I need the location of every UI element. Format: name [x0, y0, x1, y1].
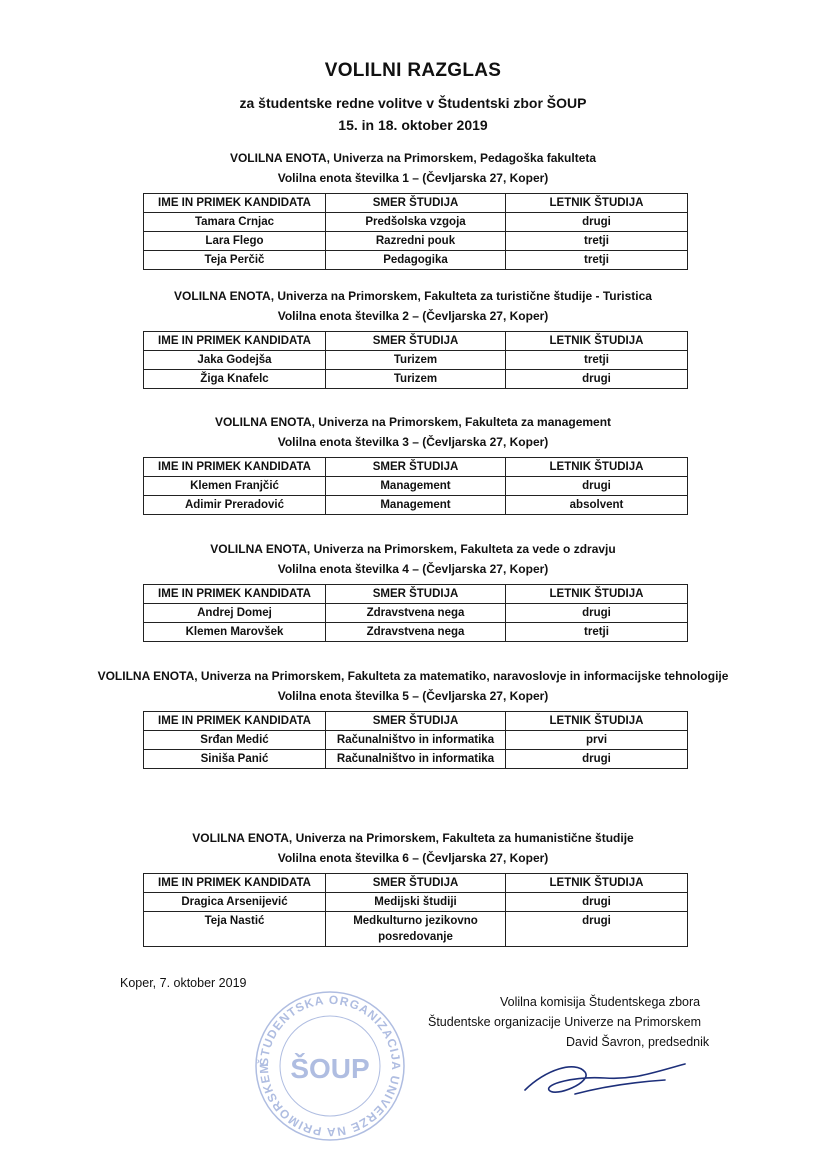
- candidate-year: absolvent: [506, 496, 688, 515]
- candidate-program: Zdravstvena nega: [326, 604, 506, 623]
- header-program: SMER ŠTUDIJA: [326, 332, 506, 351]
- candidate-program: Pedagogika: [326, 251, 506, 270]
- header-name: IME IN PRIMEK KANDIDATA: [144, 874, 326, 893]
- candidates-table: [143, 873, 688, 947]
- table-row: [144, 604, 688, 623]
- table-header-row: [144, 194, 688, 213]
- candidate-name: Srđan Medić: [144, 731, 326, 750]
- election-unit-2: [0, 286, 826, 389]
- table-row: [144, 893, 688, 912]
- candidate-name: Adimir Preradović: [144, 496, 326, 515]
- unit-line: VOLILNA ENOTA, Univerza na Primorskem, Fakulteta za matematiko, naravoslovje in informacijske tehnologije: [97, 669, 729, 683]
- table-row: [144, 213, 688, 232]
- election-unit-5: [0, 666, 826, 769]
- election-dates: 15. in 18. oktober 2019: [338, 117, 488, 133]
- header-year: LETNIK ŠTUDIJA: [506, 458, 688, 477]
- header-year: LETNIK ŠTUDIJA: [506, 712, 688, 731]
- candidate-program: Management: [326, 477, 506, 496]
- signatory-name: David Šavron, predsednik: [566, 1035, 710, 1049]
- candidate-program: Management: [326, 496, 506, 515]
- table-row: [144, 750, 688, 769]
- candidate-year: drugi: [506, 893, 688, 912]
- unit-line: VOLILNA ENOTA, Univerza na Primorskem, Fakulteta za management: [214, 415, 612, 429]
- candidate-program: Medkulturno jezikovno posredovanje: [326, 912, 506, 947]
- unit-number-line: Volilna enota številka 1 – (Čevljarska 27, Koper): [277, 171, 549, 185]
- header-program: SMER ŠTUDIJA: [326, 874, 506, 893]
- header-name: IME IN PRIMEK KANDIDATA: [144, 332, 326, 351]
- candidate-year: tretji: [506, 251, 688, 270]
- candidate-program: Turizem: [326, 351, 506, 370]
- table-header-row: [144, 458, 688, 477]
- candidate-year: prvi: [506, 731, 688, 750]
- header-year: LETNIK ŠTUDIJA: [506, 874, 688, 893]
- candidate-year: drugi: [506, 213, 688, 232]
- place-and-date: Koper, 7. oktober 2019: [120, 976, 247, 990]
- seal-ring-text: ŠTUDENTSKA ORGANIZACIJA UNIVERZE NA PRIMORSKEM: [256, 992, 404, 1140]
- candidate-program: Turizem: [326, 370, 506, 389]
- document-subtitle: za študentske redne volitve v Študentski zbor ŠOUP: [239, 95, 587, 111]
- document-title: VOLILNI RAZGLAS: [324, 60, 502, 81]
- candidate-name: Klemen Franjčić: [144, 477, 326, 496]
- table-row: [144, 251, 688, 270]
- candidate-name: Dragica Arsenijević: [144, 893, 326, 912]
- seal-icon: [250, 986, 410, 1146]
- candidate-year: drugi: [506, 604, 688, 623]
- header-name: IME IN PRIMEK KANDIDATA: [144, 194, 326, 213]
- candidates-table: [143, 711, 688, 769]
- header-name: IME IN PRIMEK KANDIDATA: [144, 585, 326, 604]
- commission-line-2: Študentske organizacije Univerze na Primorskem: [428, 1015, 702, 1029]
- header-year: LETNIK ŠTUDIJA: [506, 332, 688, 351]
- candidate-name: Klemen Marovšek: [144, 623, 326, 642]
- header-program: SMER ŠTUDIJA: [326, 194, 506, 213]
- election-unit-4: [0, 539, 826, 642]
- seal-logo-text: ŠOUP: [290, 1053, 370, 1084]
- candidate-year: drugi: [506, 370, 688, 389]
- signature-icon: [515, 1050, 715, 1110]
- candidate-name: Žiga Knafelc: [144, 370, 326, 389]
- table-row: [144, 477, 688, 496]
- table-row: [144, 351, 688, 370]
- candidate-year: drugi: [506, 477, 688, 496]
- unit-line: VOLILNA ENOTA, Univerza na Primorskem, Fakulteta za vede o zdravju: [210, 542, 616, 556]
- candidate-year: tretji: [506, 232, 688, 251]
- unit-number-line: Volilna enota številka 4 – (Čevljarska 27, Koper): [277, 562, 549, 576]
- table-row: [144, 496, 688, 515]
- table-header-row: [144, 712, 688, 731]
- candidate-name: Tamara Crnjac: [144, 213, 326, 232]
- candidate-name: Andrej Domej: [144, 604, 326, 623]
- candidates-table: [143, 331, 688, 389]
- commission-line-1: Volilna komisija Študentskega zbora: [500, 995, 701, 1009]
- candidates-table: [143, 584, 688, 642]
- header-year: LETNIK ŠTUDIJA: [506, 194, 688, 213]
- table-header-row: [144, 585, 688, 604]
- header-name: IME IN PRIMEK KANDIDATA: [144, 712, 326, 731]
- election-unit-3: [0, 412, 826, 515]
- election-unit-6: [0, 828, 826, 947]
- unit-line: VOLILNA ENOTA, Univerza na Primorskem, Fakulteta za humanistične študije: [192, 831, 634, 845]
- candidate-program: Predšolska vzgoja: [326, 213, 506, 232]
- candidate-year: drugi: [506, 912, 688, 947]
- candidates-table: [143, 193, 688, 270]
- header-program: SMER ŠTUDIJA: [326, 585, 506, 604]
- candidate-year: drugi: [506, 750, 688, 769]
- table-row: [144, 232, 688, 251]
- table-row: [144, 912, 688, 947]
- commission-block: [428, 992, 728, 1052]
- table-header-row: [144, 874, 688, 893]
- unit-line: VOLILNA ENOTA, Univerza na Primorskem, Pedagoška fakulteta: [229, 151, 597, 165]
- stamp-seal: [250, 986, 410, 1146]
- candidate-year: tretji: [506, 351, 688, 370]
- header-program: SMER ŠTUDIJA: [326, 712, 506, 731]
- unit-number-line: Volilna enota številka 2 – (Čevljarska 27, Koper): [277, 309, 549, 323]
- unit-number-line: Volilna enota številka 5 – (Čevljarska 27, Koper): [277, 689, 549, 703]
- election-unit-1: [0, 148, 826, 270]
- candidate-program: Računalništvo in informatika: [326, 731, 506, 750]
- candidate-name: Teja Nastić: [144, 912, 326, 947]
- handwritten-signature: [515, 1050, 715, 1110]
- unit-number-line: Volilna enota številka 6 – (Čevljarska 27, Koper): [277, 851, 549, 865]
- table-row: [144, 731, 688, 750]
- table-row: [144, 370, 688, 389]
- unit-line: VOLILNA ENOTA, Univerza na Primorskem, Fakulteta za turistične študije - Turistica: [174, 289, 652, 303]
- header-year: LETNIK ŠTUDIJA: [506, 585, 688, 604]
- candidate-name: Lara Flego: [144, 232, 326, 251]
- candidate-program: Medijski študiji: [326, 893, 506, 912]
- header-program: SMER ŠTUDIJA: [326, 458, 506, 477]
- candidate-name: Siniša Panić: [144, 750, 326, 769]
- unit-number-line: Volilna enota številka 3 – (Čevljarska 27, Koper): [277, 435, 549, 449]
- candidate-year: tretji: [506, 623, 688, 642]
- candidate-program: Razredni pouk: [326, 232, 506, 251]
- table-row: [144, 623, 688, 642]
- candidate-program: Zdravstvena nega: [326, 623, 506, 642]
- header-name: IME IN PRIMEK KANDIDATA: [144, 458, 326, 477]
- candidate-program: Računalništvo in informatika: [326, 750, 506, 769]
- table-header-row: [144, 332, 688, 351]
- candidates-table: [143, 457, 688, 515]
- candidate-name: Jaka Godejša: [144, 351, 326, 370]
- candidate-name: Teja Perčič: [144, 251, 326, 270]
